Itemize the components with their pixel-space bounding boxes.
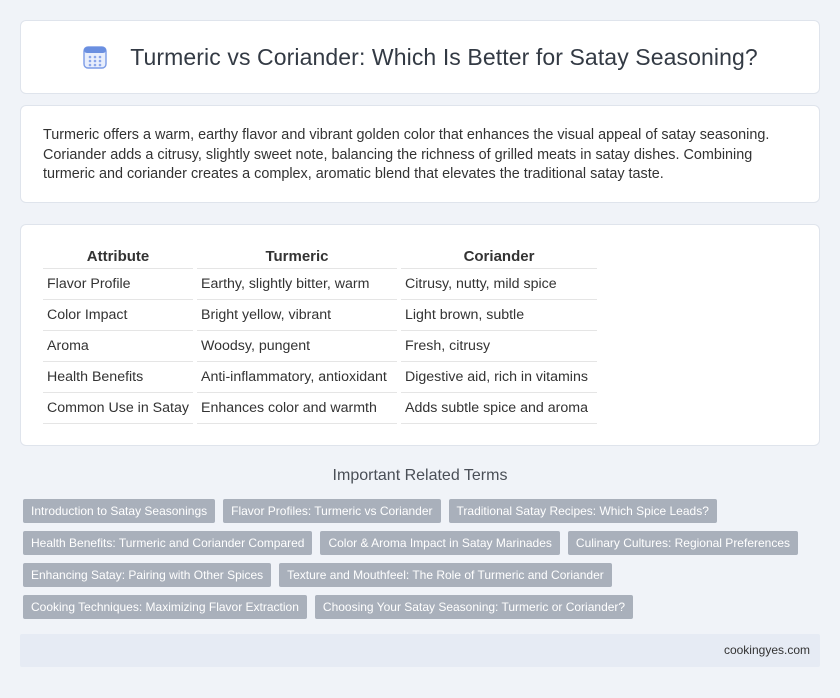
table-cell: Bright yellow, vibrant [197,300,397,331]
table-cell: Flavor Profile [43,269,193,300]
related-term-tag[interactable]: Health Benefits: Turmeric and Coriander Compared [23,531,312,555]
footer-site-link[interactable]: cookingyes.com [723,643,810,657]
tag-row [23,531,823,555]
intro-paragraph: Turmeric offers a warm, earthy flavor and vibrant golden color that enhances the visual appeal of satay seasoning. Coriander adds a citrusy, slightly sweet note, balancing the richness of grilled meats in satay dishes. Combining turmeric and coriander creates a complex, aromatic blend that elevates the traditional satay taste. [43,127,770,182]
header [82,44,758,71]
related-term-tag[interactable]: Color & Aroma Impact in Satay Marinades [320,531,559,555]
related-term-tag[interactable]: Choosing Your Satay Seasoning: Turmeric or Coriander? [315,595,633,619]
column-header-coriander: Coriander [401,247,597,269]
table-cell: Light brown, subtle [401,300,597,331]
table-cell: Adds subtle spice and aroma [401,393,597,424]
table-cell: Common Use in Satay [43,393,193,424]
related-term-tag[interactable]: Culinary Cultures: Regional Preferences [568,531,798,555]
calendar-icon [82,44,108,70]
table-cell: Fresh, citrusy [401,331,597,362]
page-title: Turmeric vs Coriander: Which Is Better for Satay Seasoning? [130,43,758,70]
table-cell: Earthy, slightly bitter, warm [197,269,397,300]
footer [20,634,820,667]
table-cell: Aroma [43,331,193,362]
table-cell: Enhances color and warmth [197,393,397,424]
table-row [43,362,597,393]
column-header-turmeric: Turmeric [197,247,397,269]
table-row [43,269,597,300]
table-row [43,393,597,424]
related-term-tag[interactable]: Introduction to Satay Seasonings [23,499,215,523]
tag-row [23,499,823,523]
table-header-row [43,247,597,269]
related-term-tag[interactable]: Traditional Satay Recipes: Which Spice Leads? [449,499,717,523]
table-cell: Woodsy, pungent [197,331,397,362]
related-terms-tags [23,499,823,627]
comparison-table [39,247,601,424]
related-term-tag[interactable]: Cooking Techniques: Maximizing Flavor Extraction [23,595,307,619]
related-terms-heading: Important Related Terms [332,467,508,484]
table-row [43,331,597,362]
table-row [43,300,597,331]
intro-card [20,105,820,203]
table-cell: Color Impact [43,300,193,331]
comparison-card [20,224,820,446]
tag-row [23,595,823,619]
header-card [20,20,820,94]
related-term-tag[interactable]: Texture and Mouthfeel: The Role of Turmeric and Coriander [279,563,612,587]
related-term-tag[interactable]: Flavor Profiles: Turmeric vs Coriander [223,499,440,523]
related-term-tag[interactable]: Enhancing Satay: Pairing with Other Spices [23,563,271,587]
table-cell: Health Benefits [43,362,193,393]
column-header-attribute: Attribute [43,247,193,269]
tag-row [23,563,823,587]
table-cell: Anti-inflammatory, antioxidant [197,362,397,393]
table-cell: Citrusy, nutty, mild spice [401,269,597,300]
table-cell: Digestive aid, rich in vitamins [401,362,597,393]
